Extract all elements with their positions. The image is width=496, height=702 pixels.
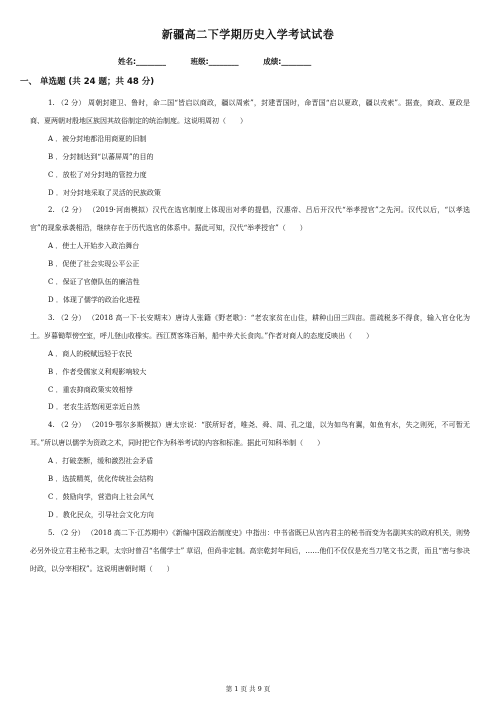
question-2 xyxy=(30,202,470,309)
student-info-row xyxy=(118,56,418,67)
option-a: A ．被分封地都沿用商夏的旧制 xyxy=(48,134,147,143)
option-d: D ．教化民众，引导社会文化方向 xyxy=(48,510,154,519)
page-title: 新疆高二下学期历史入学考试试卷 xyxy=(161,28,335,41)
score-field: 成绩:________ xyxy=(263,57,312,66)
question-3 xyxy=(30,310,470,417)
question-stem: 2. （2 分） （2019·河南模拟）汉代在选官制度上体现出对孝的提倡，汉惠帝、吕后开汉代“举孝授官”之先河。汉代以后，“以孝选官”的现象承袭相沿，继续存在于历代选官的体系中。据此可知，汉代“举孝授官”（ ） xyxy=(30,206,470,233)
option-c: C ．重农抑商政策实效相悖 xyxy=(48,385,133,394)
option-d: D ．对分封地采取了灵活的民族政策 xyxy=(48,188,161,197)
question-stem: 3. （2 分） （2018 高一下·长安期末）唐诗人张籍《野老歌》：“老农家贫在山住，耕种山田三四亩。苗疏税多不得食，输入官仓化为土。岁暮锄犁傍空室，呼儿登山收橡实。西江贾客珠百斛，船中养犬长食肉。”作者对商人的态度反映出（ ） xyxy=(30,313,470,340)
class-field: 班级:________ xyxy=(190,57,239,66)
option-b: B ．促使了社会实现公平公正 xyxy=(48,260,140,269)
question-stem: 1. （2 分） 周朝封建卫、鲁时，命二国“皆启以商政，疆以周索”，封建晋国时，命晋国“启以夏政，疆以戎索”。据查，商政、夏政是商、夏两朝对殷地区族因其故俗制定的统治制度。这说明周初（ ） xyxy=(30,99,470,125)
section-heading: 一、 单选题 (共 24 题；共 48 分) xyxy=(20,77,155,87)
question-4 xyxy=(30,417,470,524)
option-c: C ．放松了对分封地的管控力度 xyxy=(48,170,147,179)
page-footer: 第 1 页 共 9 页 xyxy=(225,685,271,693)
question-list xyxy=(30,95,470,578)
option-a: A ．商人的税赋远轻于农民 xyxy=(48,349,133,358)
option-c: C ．鼓励向学，营造向上社会风气 xyxy=(48,492,154,501)
option-a: A ．打破垄断，缓和激烈社会矛盾 xyxy=(48,457,154,466)
option-b: B ．作者受儒家义利观影响较大 xyxy=(48,367,147,376)
question-1 xyxy=(30,95,470,202)
question-5 xyxy=(30,525,470,579)
option-a: A ．使士人开始步入政治舞台 xyxy=(48,242,140,251)
name-field: 姓名:________ xyxy=(118,57,166,66)
question-stem: 4. （2 分） （2019·鄂尔多斯模拟）唐太宗说：“朕所好者，唯尧、舜、周、孔之道，以为如鸟有翼，如鱼有水，失之则死，不可暂无耳。”所以唐以儒学为资政之术，同时把它作为科举考试的内容和标准。据此可知科举制（ ） xyxy=(30,421,470,448)
option-c: C ．保证了官僚队伍的廉洁性 xyxy=(48,278,140,287)
option-b: B ．选拔精英，优化传统社会结构 xyxy=(48,475,154,484)
option-d: D ．老农生活悠闲更亲近自然 xyxy=(48,403,140,412)
option-d: D ．体现了儒学的政治化进程 xyxy=(48,295,140,304)
question-stem: 5. （2 分） （2018 高二下·江苏期中）《新编中国政治制度史》中指出：中书省既已从宫内君主的秘书而变为名副其实的政府机关，则势必另外设立君主秘书之职，太宗时曾召“名儒学士” 草诏，但尚非定制。高宗乾封年间后，……他们不仅仅是充当刀笔文书之责，而且“密与参决时政，以分宰相权”。这说明唐朝时期（ ） xyxy=(30,528,470,573)
option-b: B ．分封制达到“以蕃屏周”的目的 xyxy=(48,152,154,161)
